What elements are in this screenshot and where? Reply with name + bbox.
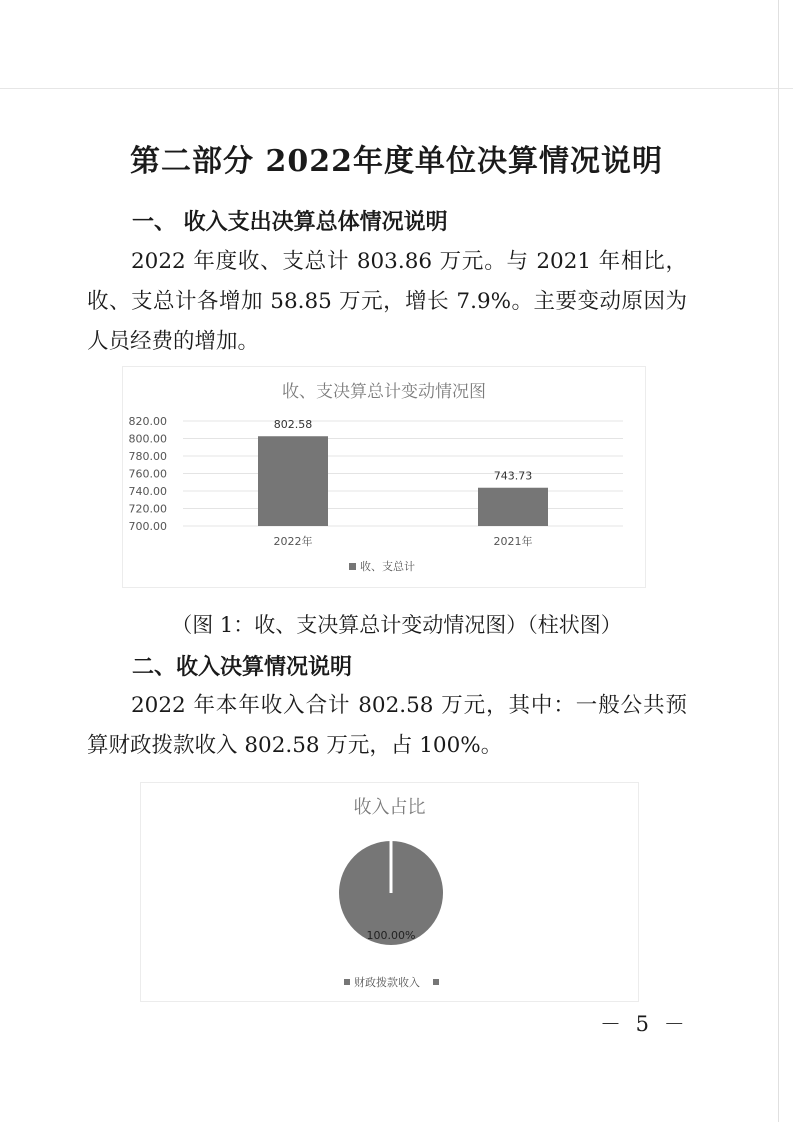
y-tick-label: 720.00 — [128, 502, 167, 516]
section-1-paragraph: 2022 年度收、支总计 803.86 万元。与 2021 年相比，收、支总计各增加 58.85 万元，增长 7.9%。主要变动原因为人员经费的增加。 — [87, 249, 687, 354]
bar-chart-title: 收、支决算总计变动情况图 — [282, 382, 486, 402]
pie-chart-title: 收入占比 — [353, 797, 426, 818]
figure-caption: （图 1：收、支决算总计变动情况图）（柱状图） — [171, 613, 622, 637]
y-tick-label: 780.00 — [128, 450, 167, 463]
page-number: － 5 － — [600, 1012, 689, 1036]
page-title: 第二部分 2022年度单位决算情况说明 — [130, 144, 663, 179]
data-label: 743.73 — [493, 469, 533, 483]
bar — [258, 436, 328, 526]
scan-edge-line — [0, 88, 793, 89]
y-tick-label: 740.00 — [128, 485, 167, 498]
pie-data-label: 100.00% — [366, 929, 416, 942]
pie-chart-container — [140, 782, 639, 1002]
bar — [478, 488, 548, 526]
legend-swatch — [349, 563, 356, 570]
bar-chart-container — [122, 366, 646, 588]
x-tick-label: 2021年 — [493, 535, 533, 548]
legend-swatch-empty — [433, 979, 439, 985]
y-tick-label: 700.00 — [128, 520, 167, 533]
legend-label: 收、支总计 — [360, 560, 415, 573]
bar-chart — [123, 367, 645, 587]
y-tick-label: 800.00 — [128, 432, 167, 446]
data-label: 802.58 — [273, 418, 313, 432]
legend-label: 财政拨款收入 — [354, 976, 420, 989]
section-2-heading: 二、收入决算情况说明 — [132, 654, 353, 680]
legend-swatch — [344, 979, 350, 985]
section-1-heading: 一、 收入支出决算总体情况说明 — [132, 209, 448, 235]
y-tick-label: 760.00 — [128, 467, 167, 481]
section-2-paragraph: 2022 年本年收入合计 802.58 万元，其中：一般公共预算财政拨款收入 802.58 万元，占 100%。 — [87, 693, 687, 758]
y-tick-label: 820.00 — [128, 415, 167, 428]
pie-chart — [141, 783, 638, 1001]
x-tick-label: 2022年 — [273, 535, 313, 548]
